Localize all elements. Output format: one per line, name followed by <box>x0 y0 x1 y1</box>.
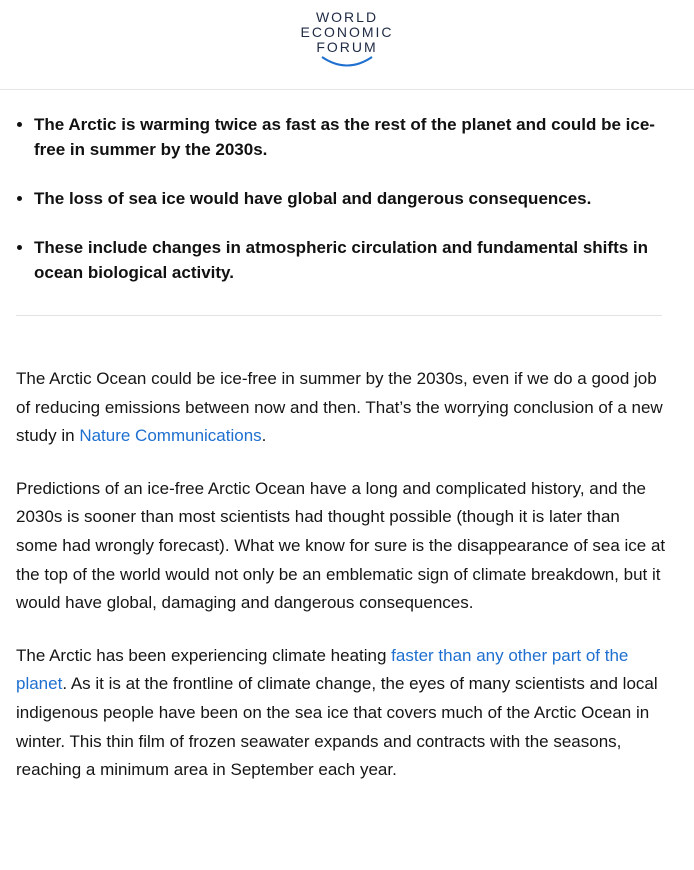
logo-line-world: WORLD <box>315 9 379 25</box>
key-point: • The loss of sea ice would have global and dangerous consequences. <box>34 186 674 211</box>
key-point: • The Arctic is warming twice as fast as the rest of the planet and could be ice-free in summer by the 2030s. <box>34 112 674 162</box>
faster-than-any-other-part-link[interactable]: faster than any other part of the planet <box>16 645 629 694</box>
key-point: • These include changes in atmospheric circulation and fundamental shifts in ocean biological activity. <box>34 235 674 285</box>
paragraph-text: . As it is at the frontline of climate change, the eyes of many scientists and local indigenous people have been on the sea ice that covers much of the Arctic Ocean in winter. This thin film of frozen seawater expands and contracts with the seasons, reaching a minimum area in September each year. <box>16 674 658 780</box>
logo-line-forum: FORUM <box>316 39 378 55</box>
site-header <box>0 0 694 90</box>
key-points-list <box>16 112 674 285</box>
wef-logo[interactable] <box>292 10 402 55</box>
article-content <box>0 112 694 785</box>
paragraph-text: The Arctic has been experiencing climate heating <box>16 645 392 665</box>
paragraph-text: The Arctic Ocean could be ice-free in summer by the 2030s, even if we do a good job of reducing emissions between now and then. That’s the worrying conclusion of a new study in <box>16 369 663 446</box>
paragraph-text: . <box>261 426 267 446</box>
logo-arc-icon <box>320 54 374 70</box>
article-paragraph: Predictions of an ice-free Arctic Ocean have a long and complicated history, and the 2030s is sooner than most scientists had thought possible (though it is later than some had wrongly forecast). What we know for sure is the disappearance of sea ice at the top of the world would not only be an emblematic sign of climate breakdown, but it would have global, damaging and dangerous consequences. <box>16 478 666 613</box>
nature-communications-link[interactable]: Nature Communications <box>79 426 262 446</box>
logo-line-economic: ECONOMIC <box>300 24 394 40</box>
article-paragraph <box>16 642 666 785</box>
divider <box>16 315 662 316</box>
article-paragraph <box>16 365 666 451</box>
